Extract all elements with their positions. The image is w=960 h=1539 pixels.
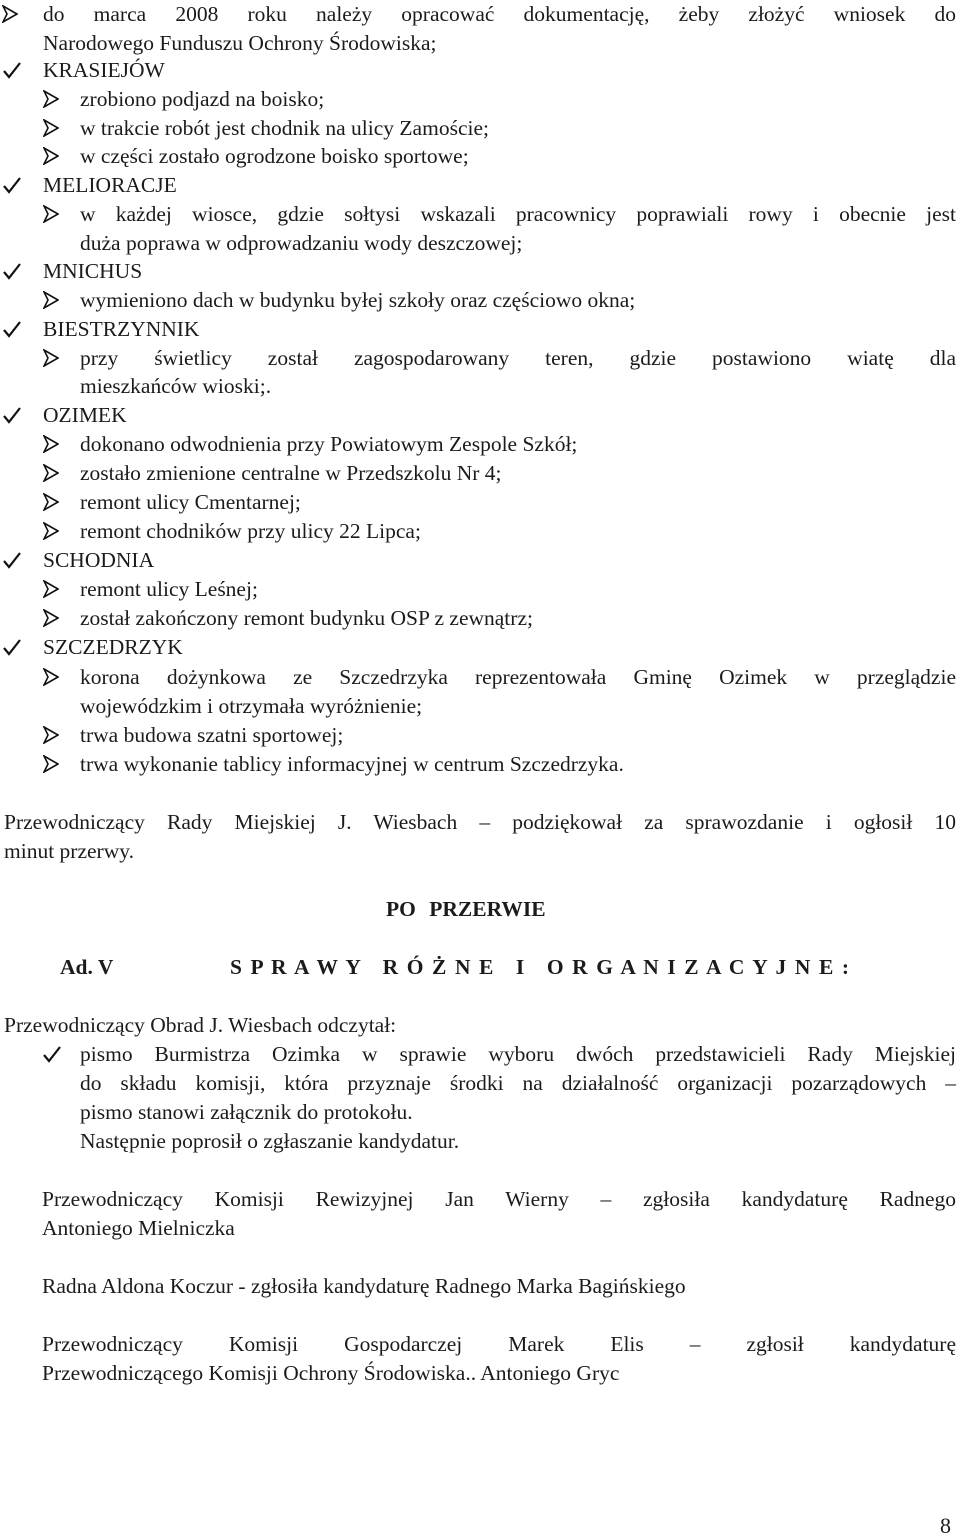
check-bullet-icon — [2, 406, 22, 424]
arrow-bullet-icon — [43, 119, 59, 137]
page-number: 8 — [940, 1513, 951, 1538]
arrow-bullet-icon — [43, 291, 59, 309]
check-bullet-icon — [2, 61, 22, 79]
arrow-bullet-icon — [43, 349, 59, 367]
arrow-bullet-icon — [43, 464, 59, 482]
arrow-bullet-icon — [43, 668, 59, 686]
check-bullet-icon — [2, 176, 22, 194]
arrow-bullet-icon — [43, 147, 59, 165]
arrow-bullet-icon — [2, 5, 18, 23]
arrow-bullet-icon — [43, 90, 59, 108]
arrow-bullet-icon — [43, 435, 59, 453]
arrow-bullet-icon — [43, 755, 59, 773]
check-bullet-icon — [2, 262, 22, 280]
agenda-title: S P R A W Y R Ó Ż N E I O R G A N I Z A C Y J N E : — [230, 955, 851, 979]
check-bullet-icon — [2, 638, 22, 656]
arrow-bullet-icon — [43, 493, 59, 511]
check-bullet-icon — [2, 551, 22, 569]
arrow-bullet-icon — [43, 205, 59, 223]
arrow-bullet-icon — [43, 726, 59, 744]
agenda-number: Ad. V — [60, 955, 114, 979]
check-bullet-icon — [42, 1045, 62, 1063]
arrow-bullet-icon — [43, 609, 59, 627]
arrow-bullet-icon — [43, 522, 59, 540]
check-bullet-icon — [2, 320, 22, 338]
arrow-bullet-icon — [43, 580, 59, 598]
